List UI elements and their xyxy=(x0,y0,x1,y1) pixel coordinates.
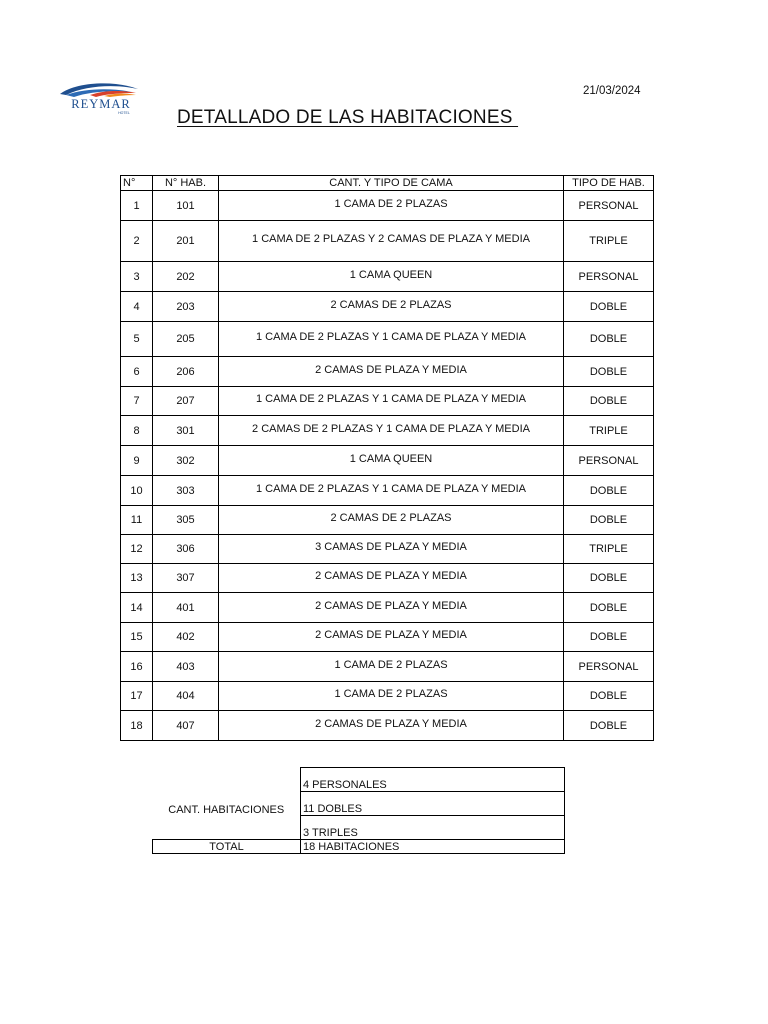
cell-tipo: DOBLE xyxy=(564,387,654,416)
cell-n: 6 xyxy=(121,357,153,387)
cell-n: 16 xyxy=(121,652,153,682)
cell-n: 13 xyxy=(121,564,153,593)
cell-hab: 306 xyxy=(153,535,219,564)
table-row xyxy=(121,191,654,221)
cell-n: 15 xyxy=(121,623,153,652)
table-row xyxy=(121,262,654,292)
table-header-row xyxy=(121,176,654,191)
cell-tipo: DOBLE xyxy=(564,593,654,623)
table-row xyxy=(121,711,654,741)
column-header-hab: N° HAB. xyxy=(153,176,219,191)
cell-tipo: PERSONAL xyxy=(564,262,654,292)
table-row xyxy=(121,476,654,506)
cell-tipo: DOBLE xyxy=(564,506,654,535)
summary-table xyxy=(152,767,565,854)
cell-tipo: DOBLE xyxy=(564,322,654,357)
cell-hab: 206 xyxy=(153,357,219,387)
cell-tipo: DOBLE xyxy=(564,564,654,593)
cell-tipo: TRIPLE xyxy=(564,416,654,446)
cell-tipo: PERSONAL xyxy=(564,446,654,476)
column-header-n: N° xyxy=(121,176,153,191)
cell-hab: 403 xyxy=(153,652,219,682)
logo-text: REYMAR xyxy=(71,97,131,111)
cell-tipo: DOBLE xyxy=(564,357,654,387)
table-row xyxy=(121,564,654,593)
cell-cama: 1 CAMA DE 2 PLAZAS xyxy=(219,652,564,682)
cell-hab: 307 xyxy=(153,564,219,593)
table-row xyxy=(121,535,654,564)
cell-hab: 302 xyxy=(153,446,219,476)
cell-n: 7 xyxy=(121,387,153,416)
table-row xyxy=(121,292,654,322)
cell-n: 2 xyxy=(121,221,153,262)
cell-n: 14 xyxy=(121,593,153,623)
table-row xyxy=(121,682,654,711)
cell-cama: 1 CAMA QUEEN xyxy=(219,262,564,292)
cell-n: 5 xyxy=(121,322,153,357)
page-title: DETALLADO DE LAS HABITACIONES xyxy=(177,107,519,128)
cell-hab: 203 xyxy=(153,292,219,322)
cell-n: 3 xyxy=(121,262,153,292)
cell-hab: 202 xyxy=(153,262,219,292)
summary-total: 18 HABITACIONES xyxy=(301,840,565,854)
column-header-tipo: TIPO DE HAB. xyxy=(564,176,654,191)
cell-hab: 207 xyxy=(153,387,219,416)
table-row xyxy=(121,322,654,357)
cell-hab: 407 xyxy=(153,711,219,741)
table-row xyxy=(121,416,654,446)
cell-tipo: TRIPLE xyxy=(564,535,654,564)
cell-cama: 2 CAMAS DE 2 PLAZAS xyxy=(219,292,564,322)
cell-cama: 2 CAMAS DE PLAZA Y MEDIA xyxy=(219,623,564,652)
table-row xyxy=(121,221,654,262)
logo-subtext: HOTEL xyxy=(118,111,130,115)
cell-hab: 402 xyxy=(153,623,219,652)
summary-triples: 3 TRIPLES xyxy=(301,816,565,840)
cell-tipo: DOBLE xyxy=(564,476,654,506)
cell-cama: 1 CAMA DE 2 PLAZAS Y 1 CAMA DE PLAZA Y MEDIA xyxy=(219,387,564,416)
cell-n: 17 xyxy=(121,682,153,711)
cell-n: 18 xyxy=(121,711,153,741)
cell-cama: 2 CAMAS DE PLAZA Y MEDIA xyxy=(219,357,564,387)
cell-cama: 1 CAMA QUEEN xyxy=(219,446,564,476)
summary-label-total: TOTAL xyxy=(153,840,301,854)
cell-tipo: DOBLE xyxy=(564,292,654,322)
table-row xyxy=(121,387,654,416)
cell-cama: 2 CAMAS DE PLAZA Y MEDIA xyxy=(219,711,564,741)
cell-tipo: DOBLE xyxy=(564,711,654,741)
summary-personales: 4 PERSONALES xyxy=(301,768,565,792)
cell-n: 11 xyxy=(121,506,153,535)
cell-tipo: PERSONAL xyxy=(564,652,654,682)
summary-row-personales xyxy=(153,768,565,792)
cell-cama: 2 CAMAS DE 2 PLAZAS Y 1 CAMA DE PLAZA Y MEDIA xyxy=(219,416,564,446)
summary-label-cant: CANT. HABITACIONES xyxy=(168,803,285,816)
cell-n: 1 xyxy=(121,191,153,221)
cell-cama: 1 CAMA DE 2 PLAZAS Y 2 CAMAS DE PLAZA Y MEDIA xyxy=(219,221,564,262)
cell-n: 8 xyxy=(121,416,153,446)
cell-cama: 3 CAMAS DE PLAZA Y MEDIA xyxy=(219,535,564,564)
column-header-cama: CANT. Y TIPO DE CAMA xyxy=(219,176,564,191)
table-row xyxy=(121,593,654,623)
summary-row-triples xyxy=(153,816,565,840)
cell-hab: 305 xyxy=(153,506,219,535)
cell-n: 4 xyxy=(121,292,153,322)
rooms-table xyxy=(120,175,654,741)
cell-cama: 1 CAMA DE 2 PLAZAS xyxy=(219,682,564,711)
cell-tipo: TRIPLE xyxy=(564,221,654,262)
cell-hab: 205 xyxy=(153,322,219,357)
hotel-logo xyxy=(52,80,150,116)
cell-cama: 1 CAMA DE 2 PLAZAS Y 1 CAMA DE PLAZA Y MEDIA xyxy=(219,476,564,506)
cell-cama: 1 CAMA DE 2 PLAZAS xyxy=(219,191,564,221)
table-row xyxy=(121,446,654,476)
table-row xyxy=(121,623,654,652)
cell-hab: 201 xyxy=(153,221,219,262)
cell-hab: 401 xyxy=(153,593,219,623)
cell-cama: 2 CAMAS DE PLAZA Y MEDIA xyxy=(219,593,564,623)
table-row xyxy=(121,357,654,387)
summary-row-dobles xyxy=(153,792,565,816)
cell-cama: 2 CAMAS DE PLAZA Y MEDIA xyxy=(219,564,564,593)
cell-n: 10 xyxy=(121,476,153,506)
cell-cama: 2 CAMAS DE 2 PLAZAS xyxy=(219,506,564,535)
table-row xyxy=(121,652,654,682)
cell-hab: 303 xyxy=(153,476,219,506)
cell-hab: 404 xyxy=(153,682,219,711)
cell-n: 9 xyxy=(121,446,153,476)
cell-hab: 101 xyxy=(153,191,219,221)
cell-cama: 1 CAMA DE 2 PLAZAS Y 1 CAMA DE PLAZA Y MEDIA xyxy=(219,322,564,357)
cell-n: 12 xyxy=(121,535,153,564)
reymar-logo-icon xyxy=(52,80,150,116)
document-date: 21/03/2024 xyxy=(583,85,641,97)
cell-tipo: DOBLE xyxy=(564,682,654,711)
cell-hab: 301 xyxy=(153,416,219,446)
summary-dobles: 11 DOBLES xyxy=(301,792,565,816)
cell-tipo: PERSONAL xyxy=(564,191,654,221)
cell-tipo: DOBLE xyxy=(564,623,654,652)
summary-row-total xyxy=(153,840,565,854)
table-row xyxy=(121,506,654,535)
